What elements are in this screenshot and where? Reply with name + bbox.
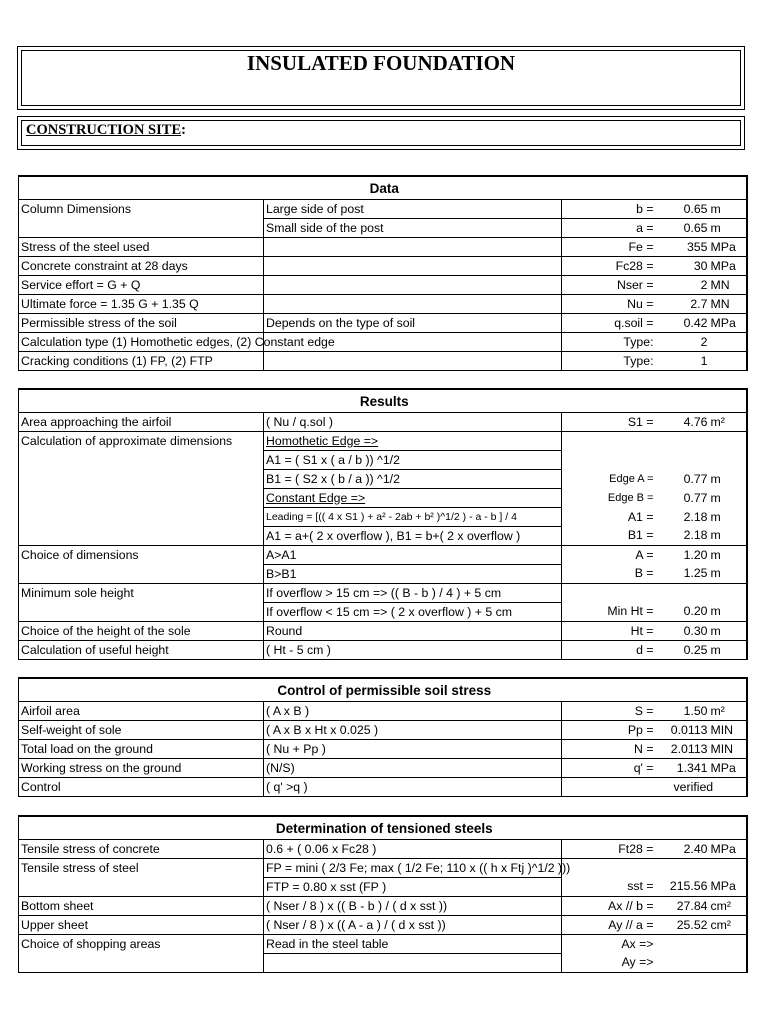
table-row: [19, 565, 747, 584]
table-row: [19, 413, 747, 432]
row-formula: FP = mini ( 2/3 Fe; max ( 1/2 Fe; 110 x (( h x Ftj )^1/2 ))): [264, 859, 562, 878]
row-formula: 0.6 + ( 0.06 x Fc28 ): [264, 840, 562, 859]
control-header: Control of permissible soil stress: [19, 678, 747, 702]
table-row: [19, 527, 747, 546]
table-row: [19, 508, 747, 527]
title-box: [17, 46, 745, 110]
row-label: Total load on the ground: [19, 740, 264, 759]
value-number: 0.77: [683, 490, 708, 505]
row-symbol: Ht =: [562, 622, 660, 641]
row-label: Column Dimensions: [19, 200, 264, 219]
row-symbol: N =: [562, 740, 660, 759]
value-number: 0.65: [683, 220, 708, 235]
value-number: 0.30: [683, 623, 708, 638]
value-unit: m: [710, 509, 721, 524]
row-symbol: Edge A =: [562, 470, 660, 489]
value-number: 0.65: [683, 201, 708, 216]
row-value: [660, 200, 747, 219]
row-symbol: Ay // a =: [562, 916, 660, 935]
value-unit: MPa: [710, 315, 736, 330]
row-label: Tensile stress of concrete: [19, 840, 264, 859]
value-number: 2.0113: [670, 741, 708, 756]
results-table: [18, 388, 748, 660]
row-value: [660, 527, 747, 546]
row-formula: [264, 489, 562, 508]
row-symbol: Ay =>: [562, 954, 660, 973]
row-value: [660, 432, 747, 451]
value-number: 25.52: [676, 917, 708, 932]
row-symbol: [562, 451, 660, 470]
table-row: [19, 759, 747, 778]
value-number: 2: [700, 334, 708, 349]
row-label: [19, 527, 264, 546]
row-label: [19, 878, 264, 897]
row-label: Airfoil area: [19, 702, 264, 721]
row-formula: Small side of the post: [264, 219, 562, 238]
row-value: [660, 470, 747, 489]
construction-site-label: CONSTRUCTION SITE:: [26, 122, 186, 138]
table-row: [19, 721, 747, 740]
table-row: [19, 916, 747, 935]
row-formula: [264, 257, 562, 276]
table-row: [19, 954, 747, 973]
row-value: [660, 759, 747, 778]
data-table: [18, 175, 748, 371]
row-symbol: sst =: [562, 878, 660, 897]
row-symbol: S1 =: [562, 413, 660, 432]
row-label: Upper sheet: [19, 916, 264, 935]
row-formula: ( A x B ): [264, 702, 562, 721]
value-unit: MPa: [710, 258, 736, 273]
row-symbol: Ax // b =: [562, 897, 660, 916]
table-row: [19, 489, 747, 508]
row-label: [19, 954, 264, 973]
row-formula: ( Nu / q.sol ): [264, 413, 562, 432]
row-symbol: [562, 859, 660, 878]
row-symbol: Nu =: [562, 295, 660, 314]
row-value: [660, 859, 747, 878]
row-formula: [264, 352, 562, 371]
value-unit: m: [710, 220, 721, 235]
value-unit: m: [710, 604, 721, 619]
value-unit: m: [710, 642, 721, 657]
value-number: 0.42: [683, 315, 708, 330]
row-value: [660, 352, 747, 371]
row-label: [19, 565, 264, 584]
row-formula: Round: [264, 622, 562, 641]
row-label: Choice of the height of the sole: [19, 622, 264, 641]
row-symbol: Type:: [562, 352, 660, 371]
table-row: [19, 451, 747, 470]
table-row: [19, 935, 747, 954]
row-symbol: Edge B =: [562, 489, 660, 508]
row-formula: B1 = ( S2 x ( b / a )) ^1/2: [264, 470, 562, 489]
value-unit: m²: [710, 703, 725, 718]
row-label: Calculation type (1) Homothetic edges, (2) Constant edge: [19, 333, 264, 352]
row-symbol: B1 =: [562, 527, 660, 546]
table-row: [19, 840, 747, 859]
value-number: 1.341: [676, 760, 708, 775]
row-value: [660, 451, 747, 470]
row-formula: (N/S): [264, 759, 562, 778]
row-symbol: d =: [562, 641, 660, 660]
value-unit: m: [710, 490, 721, 505]
row-value: [660, 702, 747, 721]
row-symbol: Fe =: [562, 238, 660, 257]
control-table: [18, 677, 748, 797]
row-formula: A>A1: [264, 546, 562, 565]
row-formula: [264, 954, 562, 973]
steels-body: [19, 840, 747, 973]
row-value: [660, 276, 747, 295]
steels-table: [18, 815, 748, 973]
value-unit: MPa: [710, 760, 736, 775]
row-label: Bottom sheet: [19, 897, 264, 916]
row-label: [19, 219, 264, 238]
row-symbol: B =: [562, 565, 660, 584]
row-symbol: [562, 432, 660, 451]
value-number: 355: [686, 239, 708, 254]
value-unit: MN: [710, 277, 730, 292]
row-value: [660, 954, 747, 973]
value-number: 2.7: [690, 296, 708, 311]
row-label: [19, 489, 264, 508]
row-label: Working stress on the ground: [19, 759, 264, 778]
row-label: Stress of the steel used: [19, 238, 264, 257]
value-number: 27.84: [676, 898, 708, 913]
row-value: [660, 740, 747, 759]
row-formula: ( Nser / 8 ) x (( A - a ) / ( d x sst )): [264, 916, 562, 935]
row-formula: [264, 432, 562, 451]
row-symbol: Fc28 =: [562, 257, 660, 276]
table-row: [19, 276, 747, 295]
row-value: [660, 489, 747, 508]
row-formula: ( A x B x Ht x 0.025 ): [264, 721, 562, 740]
table-row: [19, 314, 747, 333]
row-label: Ultimate force = 1.35 G + 1.35 Q: [19, 295, 264, 314]
control-body: [19, 702, 747, 797]
value-unit: MN: [710, 296, 730, 311]
value-unit: m: [710, 201, 721, 216]
value-number: 2.40: [683, 841, 708, 856]
row-label: Area approaching the airfoil: [19, 413, 264, 432]
row-value: [660, 219, 747, 238]
row-value: [660, 778, 747, 797]
value-number: 30: [693, 258, 708, 273]
table-row: [19, 200, 747, 219]
value-number: 2.18: [683, 509, 708, 524]
table-row: [19, 584, 747, 603]
row-value: [660, 413, 747, 432]
value-unit: m: [710, 547, 721, 562]
value-unit: m: [710, 471, 721, 486]
row-value: [660, 584, 747, 603]
row-label: [19, 603, 264, 622]
row-symbol: b =: [562, 200, 660, 219]
row-label: [19, 470, 264, 489]
row-label: Minimum sole height: [19, 584, 264, 603]
steels-header: Determination of tensioned steels: [19, 816, 747, 840]
formula-heading: Constant Edge =>: [266, 490, 366, 505]
value-number: 0.0113: [670, 722, 708, 737]
row-label: Choice of dimensions: [19, 546, 264, 565]
table-row: [19, 219, 747, 238]
row-label: Self-weight of sole: [19, 721, 264, 740]
row-value: [660, 314, 747, 333]
table-row: [19, 257, 747, 276]
row-value: [660, 840, 747, 859]
value-unit: MPa: [710, 879, 736, 894]
row-formula: Read in the steel table: [264, 935, 562, 954]
table-row: [19, 641, 747, 660]
row-formula: Large side of post: [264, 200, 562, 219]
row-value: [660, 897, 747, 916]
row-symbol: q.soil =: [562, 314, 660, 333]
table-row: [19, 432, 747, 451]
row-formula: [264, 295, 562, 314]
row-label: Cracking conditions (1) FP, (2) FTP: [19, 352, 264, 371]
construction-site-box: [17, 116, 745, 150]
row-value: [660, 603, 747, 622]
table-row: [19, 878, 747, 897]
value-unit: cm²: [710, 917, 731, 932]
row-formula: A1 = ( S1 x ( a / b )) ^1/2: [264, 451, 562, 470]
value-unit: m: [710, 528, 721, 543]
row-symbol: A1 =: [562, 508, 660, 527]
value-unit: MIN: [710, 722, 734, 737]
row-formula: Leading = [(( 4 x S1 ) + a² - 2ab + b² )^1/2 ) - a - b ] / 4: [264, 508, 562, 527]
value-unit: MPa: [710, 239, 736, 254]
row-value: [660, 257, 747, 276]
value-number: 2: [700, 277, 708, 292]
row-label: [19, 451, 264, 470]
data-header: Data: [19, 176, 747, 200]
table-row: [19, 352, 747, 371]
row-symbol: Nser =: [562, 276, 660, 295]
results-body: [19, 413, 747, 660]
row-symbol: Ft28 =: [562, 840, 660, 859]
row-value: [660, 878, 747, 897]
value-number: 0.77: [683, 471, 708, 486]
value-number: 1.25: [683, 566, 708, 581]
row-formula: ( q' >q ): [264, 778, 562, 797]
row-symbol: [562, 584, 660, 603]
row-symbol: [562, 778, 660, 797]
value-number: 1.20: [683, 547, 708, 562]
row-formula: B>B1: [264, 565, 562, 584]
data-body: [19, 200, 747, 371]
row-value: [660, 295, 747, 314]
value-number: verified: [673, 779, 714, 794]
row-symbol: Pp =: [562, 721, 660, 740]
value-number: 215.56: [669, 879, 708, 894]
row-formula: ( Nser / 8 ) x (( B - b ) / ( d x sst )): [264, 897, 562, 916]
row-label: Tensile stress of steel: [19, 859, 264, 878]
value-number: 0.20: [683, 604, 708, 619]
row-formula: [264, 238, 562, 257]
value-unit: MPa: [710, 841, 736, 856]
row-value: [660, 238, 747, 257]
row-symbol: Min Ht =: [562, 603, 660, 622]
value-unit: m²: [710, 414, 725, 429]
results-header: Results: [19, 389, 747, 413]
table-row: [19, 470, 747, 489]
row-label: [19, 508, 264, 527]
table-row: [19, 238, 747, 257]
row-formula: FTP = 0.80 x sst (FP ): [264, 878, 562, 897]
value-unit: MIN: [710, 741, 734, 756]
row-value: [660, 935, 747, 954]
value-unit: m: [710, 566, 721, 581]
row-label: Service effort = G + Q: [19, 276, 264, 295]
row-value: [660, 622, 747, 641]
row-symbol: S =: [562, 702, 660, 721]
table-row: [19, 740, 747, 759]
table-row: [19, 546, 747, 565]
row-symbol: Ax =>: [562, 935, 660, 954]
row-symbol: A =: [562, 546, 660, 565]
table-row: [19, 859, 747, 878]
row-formula: [264, 276, 562, 295]
row-symbol: q' =: [562, 759, 660, 778]
row-value: [660, 546, 747, 565]
table-row: [19, 333, 747, 352]
value-number: 1: [700, 353, 708, 368]
row-label: Permissible stress of the soil: [19, 314, 264, 333]
table-row: [19, 603, 747, 622]
row-symbol: Type:: [562, 333, 660, 352]
value-number: 4.76: [683, 414, 708, 429]
row-label: Concrete constraint at 28 days: [19, 257, 264, 276]
value-number: 2.18: [683, 528, 708, 543]
row-label: Calculation of approximate dimensions: [19, 432, 264, 451]
table-row: [19, 897, 747, 916]
row-value: [660, 916, 747, 935]
row-formula: ( Nu + Pp ): [264, 740, 562, 759]
row-formula: A1 = a+( 2 x overflow ), B1 = b+( 2 x overflow ): [264, 527, 562, 546]
value-number: 1.50: [683, 703, 708, 718]
row-value: [660, 508, 747, 527]
row-formula: ( Ht - 5 cm ): [264, 641, 562, 660]
row-symbol: a =: [562, 219, 660, 238]
value-number: 0.25: [683, 642, 708, 657]
row-label: Calculation of useful height: [19, 641, 264, 660]
row-value: [660, 641, 747, 660]
value-unit: cm²: [710, 898, 731, 913]
value-unit: m: [710, 623, 721, 638]
table-row: [19, 295, 747, 314]
table-row: [19, 702, 747, 721]
row-label: Choice of shopping areas: [19, 935, 264, 954]
row-value: [660, 333, 747, 352]
row-label: Control: [19, 778, 264, 797]
table-row: [19, 622, 747, 641]
row-value: [660, 721, 747, 740]
row-value: [660, 565, 747, 584]
formula-heading: Homothetic Edge =>: [266, 433, 379, 448]
row-formula: Depends on the type of soil: [264, 314, 562, 333]
row-formula: If overflow < 15 cm => ( 2 x overflow ) + 5 cm: [264, 603, 562, 622]
row-formula: If overflow > 15 cm => (( B - b ) / 4 ) + 5 cm: [264, 584, 562, 603]
table-row: [19, 778, 747, 797]
page-title: INSULATED FOUNDATION: [246, 51, 516, 75]
